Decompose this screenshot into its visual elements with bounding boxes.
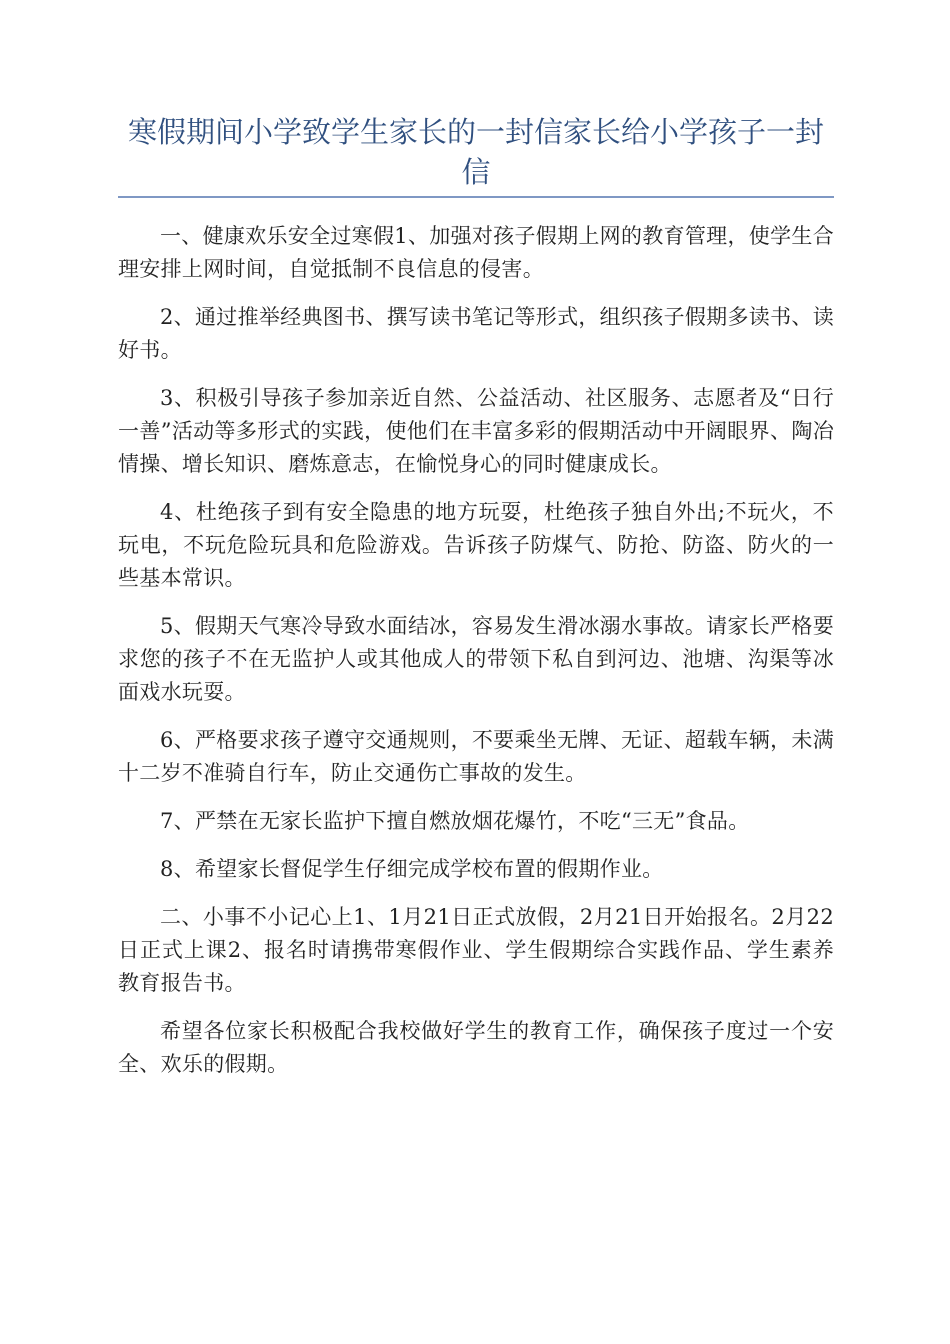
paragraph-10: 希望各位家长积极配合我校做好学生的教育工作，确保孩子度过一个安全、欢乐的假期。	[118, 1019, 834, 1076]
paragraph-5: 5、假期天气寒冷导致水面结冰，容易发生滑冰溺水事故。请家长严格要求您的孩子不在无监护人或其他成人的带领下私自到河边、池塘、沟渠等冰面戏水玩耍。	[118, 614, 834, 704]
paragraph-9: 二、小事不小记心上1、1月21日正式放假，2月21日开始报名。2月22日正式上课2、报名时请携带寒假作业、学生假期综合实践作品、学生素养教育报告书。	[118, 905, 834, 995]
document-title: 寒假期间小学致学生家长的一封信家长给小学孩子一封信	[127, 115, 824, 189]
title-underline	[118, 196, 834, 198]
paragraph-3: 3、积极引导孩子参加亲近自然、公益活动、社区服务、志愿者及“日行一善”活动等多形式的实践，使他们在丰富多彩的假期活动中开阔眼界、陶冶情操、增长知识、磨炼意志，在愉悦身心的同时健康成长。	[118, 386, 834, 476]
paragraph-8: 8、希望家长督促学生仔细完成学校布置的假期作业。	[160, 857, 664, 881]
paragraph-1: 一、健康欢乐安全过寒假1、加强对孩子假期上网的教育管理，使学生合理安排上网时间，自觉抵制不良信息的侵害。	[118, 224, 834, 281]
paragraph-6: 6、严格要求孩子遵守交通规则，不要乘坐无牌、无证、超载车辆，未满十二岁不准骑自行车，防止交通伤亡事故的发生。	[118, 728, 834, 785]
document-page	[118, 112, 834, 1096]
paragraph-4: 4、杜绝孩子到有安全隐患的地方玩耍，杜绝孩子独自外出;不玩火，不玩电，不玩危险玩具和危险游戏。告诉孩子防煤气、防抢、防盗、防火的一些基本常识。	[118, 500, 834, 590]
document-body	[118, 220, 834, 1081]
paragraph-7: 7、严禁在无家长监护下擅自燃放烟花爆竹，不吃“三无”食品。	[160, 809, 750, 833]
paragraph-2: 2、通过推举经典图书、撰写读书笔记等形式，组织孩子假期多读书、读好书。	[118, 305, 834, 362]
